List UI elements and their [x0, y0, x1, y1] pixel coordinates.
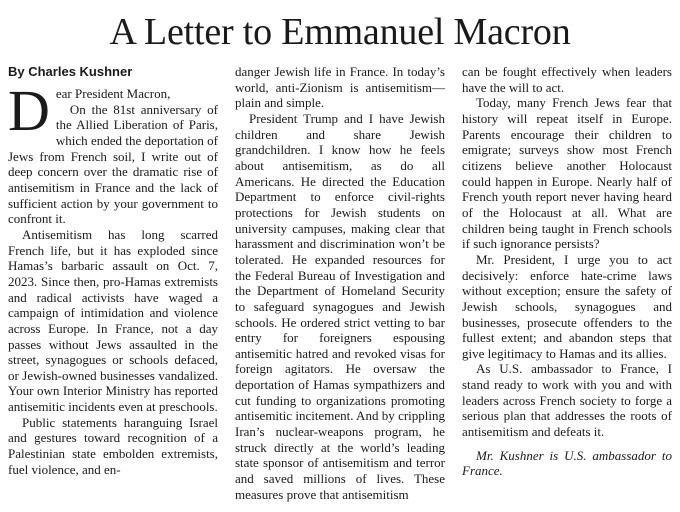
paragraph: Mr. President, I urge you to act decisively: enforce hate-crime laws without exception; ensure the safety of Jewish schools, synagogues and businesses, prosecute offenders to the fullest extent; and abandon steps that give legitimacy to Hamas and its allies.: [462, 251, 672, 361]
paragraph: can be fought effectively when leaders have the will to act.: [462, 64, 672, 95]
article-column-2: [235, 64, 445, 502]
drop-cap: D: [8, 78, 50, 143]
headline: A Letter to Emmanuel Macron: [109, 11, 571, 53]
paragraph: As U.S. ambassador to France, I stand ready to work with you and with leaders across French society to forge a serious plan that addresses the roots of antisemitism and defeats it.: [462, 361, 672, 440]
spacer: [462, 440, 672, 448]
article-column-3: [462, 64, 672, 479]
paragraph: Antisemitism has long scarred French life, but it has exploded since Hamas’s barbaric assault on Oct. 7, 2023. Since then, pro-Hamas extremists and radical activists have waged a campaign of intimidation and violence across Europe. In France, not a day passes without Jews assaulted in the street, synagogues or schools defaced, or Jewish-owned businesses vandalized. Your own Interior Ministry has reported antisemitic incidents even at preschools.: [8, 226, 218, 415]
paragraph: President Trump and I have Jewish children and share Jewish grandchildren. I know how he feels about antisemitism, as do all Americans. He directed the Education Department to enforce civil-rights protections for Jewish students on university campuses, making clear that harassment and discrimination won’t be tolerated. He expanded resources for the Federal Bureau of Investigation and the Department of Homeland Security to safeguard synagogues and Jewish schools. He ordered strict vetting to bar entry for foreigners espousing antisemitic hatred and revoked visas for foreign agitators. He oversaw the deportation of Hamas sympathizers and cut funding to organizations promoting antisemitic incitement. And by crippling Iran’s nuclear-weapons program, he struck directly at the world’s leading state sponsor of antisemitism and terror and saved millions of lives. These measures prove that antisemitism: [235, 110, 445, 502]
byline: By Charles Kushner: [8, 64, 133, 79]
article-column-1: [8, 64, 218, 477]
author-note: Mr. Kushner is U.S. ambassador to France.: [462, 447, 672, 479]
paragraph: danger Jewish life in France. In today’s world, anti-Zionism is antisemitism—plain and simple.: [235, 64, 445, 111]
paragraph: Today, many French Jews fear that history will repeat itself in Europe. Parents encourage their children to emigrate; surveys show most French citizens believe another Holocaust could happen in Europe. Nearly half of French youth report never having heard of the Holocaust at all. What are children being taught in French schools if such ignorance persists?: [462, 95, 672, 252]
salutation: ear President Macron,: [55, 86, 171, 101]
paragraph: On the 81st anniversary of the Allied Liberation of Paris, which ended the deportation of Jews from French soil, I write out of deep concern over the dramatic rise of antisemitism in France and the lack of sufficient action by your government to confront it.: [8, 101, 218, 227]
paragraph: Public statements haranguing Israel and gestures toward recognition of a Palestinian state embolden extremists, fuel violence, and en-: [8, 414, 218, 477]
